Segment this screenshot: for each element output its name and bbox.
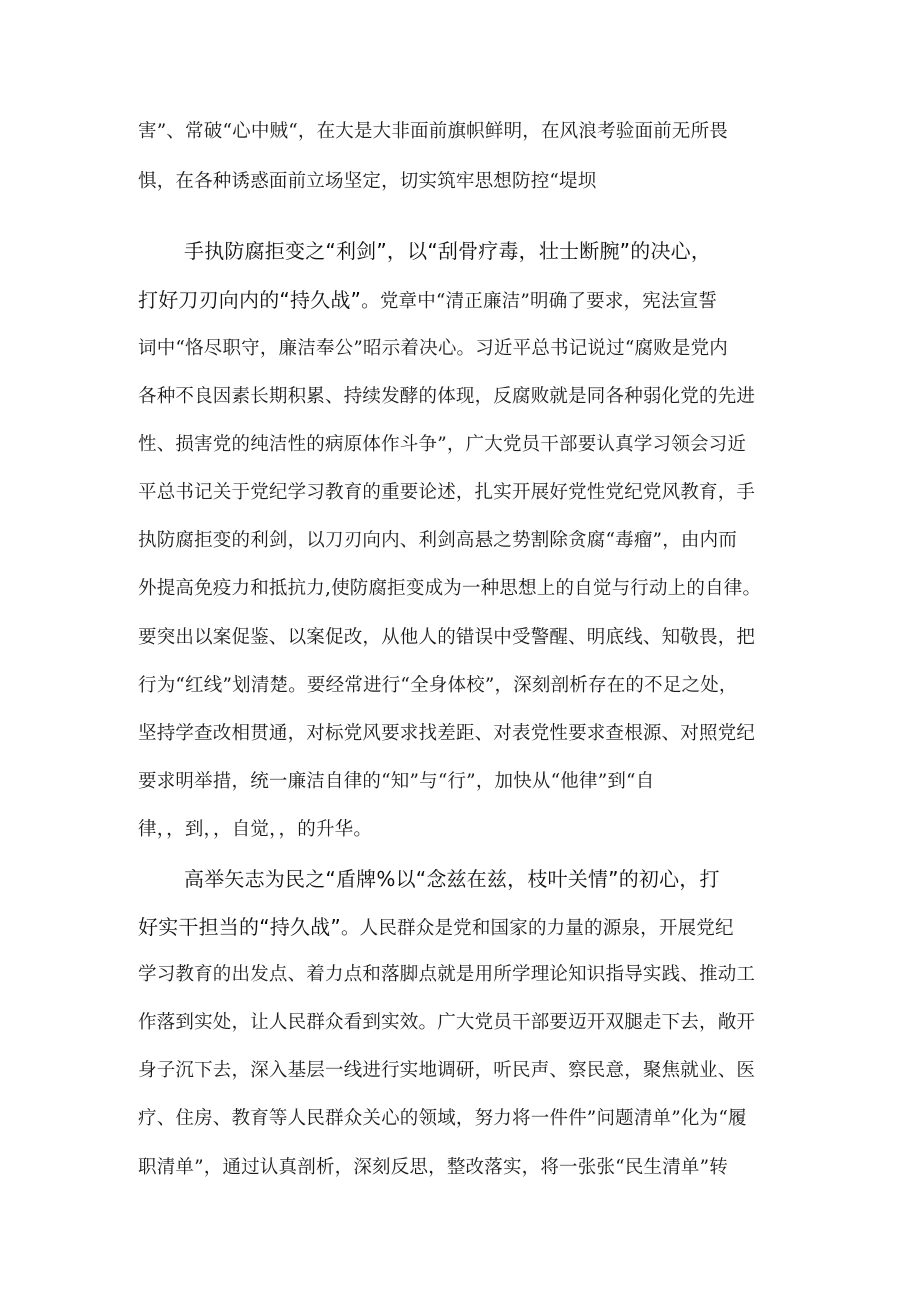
text-line: 各种不良因素长期积累、持续发酵的体现，反腐败就是同各种弱化党的先进 — [138, 386, 756, 407]
section-heading: 打好刀刃向内的“持久战” — [138, 288, 362, 312]
text-line: 职清单”，通过认真剖析，深刻反思，整改落实，将一张张“民生清单”转 — [138, 1157, 728, 1178]
text-line: 词中“恪尽职守，廉洁奉公”昭示着决心。习近平总书记说过“腐败是党内 — [138, 338, 728, 359]
text-span: 。人民群众是党和国家的力量的源泉，开展党纪 — [340, 918, 734, 939]
section-heading: 好实干担当的“持久战” — [138, 915, 341, 939]
text-line: 律，，到，，自觉，，的升华。 — [138, 819, 373, 840]
text-line: 身子沉下去，深入基层一线进行实地调研，听民声、察民意，聚焦就业、医 — [138, 1060, 756, 1081]
section-heading: 高举矢志为民之“盾牌%以“念兹在兹，枝叶关情”的初心，打 — [184, 867, 720, 891]
text-line — [138, 288, 717, 314]
text-line: 要求明举措，统一廉洁自律的“知”与“行”，加快从“他律”到“自 — [138, 771, 655, 792]
text-line — [138, 915, 734, 941]
text-line: 作落到实处，让人民群众看到实效。广大党员干部要迈开双腿走下去，敞开 — [138, 1012, 756, 1033]
text-span: 。党章中“清正廉洁”明确了要求，宪法宣誓 — [361, 291, 718, 312]
text-line: 害”、常破“心中贼“，在大是大非面前旗帜鲜明，在风浪考验面前无所畏 — [138, 121, 728, 142]
section-heading: 手执防腐拒变之“利剑”，以“刮骨疗毒，壮士断腕”的决心， — [184, 239, 712, 263]
text-line: 行为“红线”划清楚。要经常进行“全身体校”，深刻剖析存在的不足之处， — [138, 675, 738, 696]
text-line: 学习教育的出发点、着力点和落脚点就是用所学理论知识指导实践、推动工 — [138, 964, 756, 985]
text-line: 要突出以案促鉴、以案促改，从他人的错误中受警醒、明底线、知敬畏，把 — [138, 627, 756, 648]
text-line: 平总书记关于党纪学习教育的重要论述，扎实开展好党性党纪党风教育，手 — [138, 482, 756, 503]
text-line: 惧，在各种诱惑面前立场坚定，切实筑牢思想防控“堤坝 — [138, 171, 597, 192]
text-line: 执防腐拒变的利剑，以刀刃向内、利剑高悬之势割除贪腐“毒瘤”，由内而 — [138, 530, 738, 551]
text-line: 性、损害党的纯洁性的病原体作斗争”，广大党员干部要认真学习领会习近 — [138, 434, 747, 455]
text-line: 疗、住房、教育等人民群众关心的领域，努力将一件件”问题清单”化为“履 — [138, 1108, 747, 1129]
text-line: 坚持学查改相贯通，对标党风要求找差距、对表党性要求查根源、对照党纪 — [138, 723, 756, 744]
text-line: 外提高免疫力和抵抗力,使防腐拒变成为一种思想上的自觉与行动上的自律。 — [138, 578, 762, 599]
